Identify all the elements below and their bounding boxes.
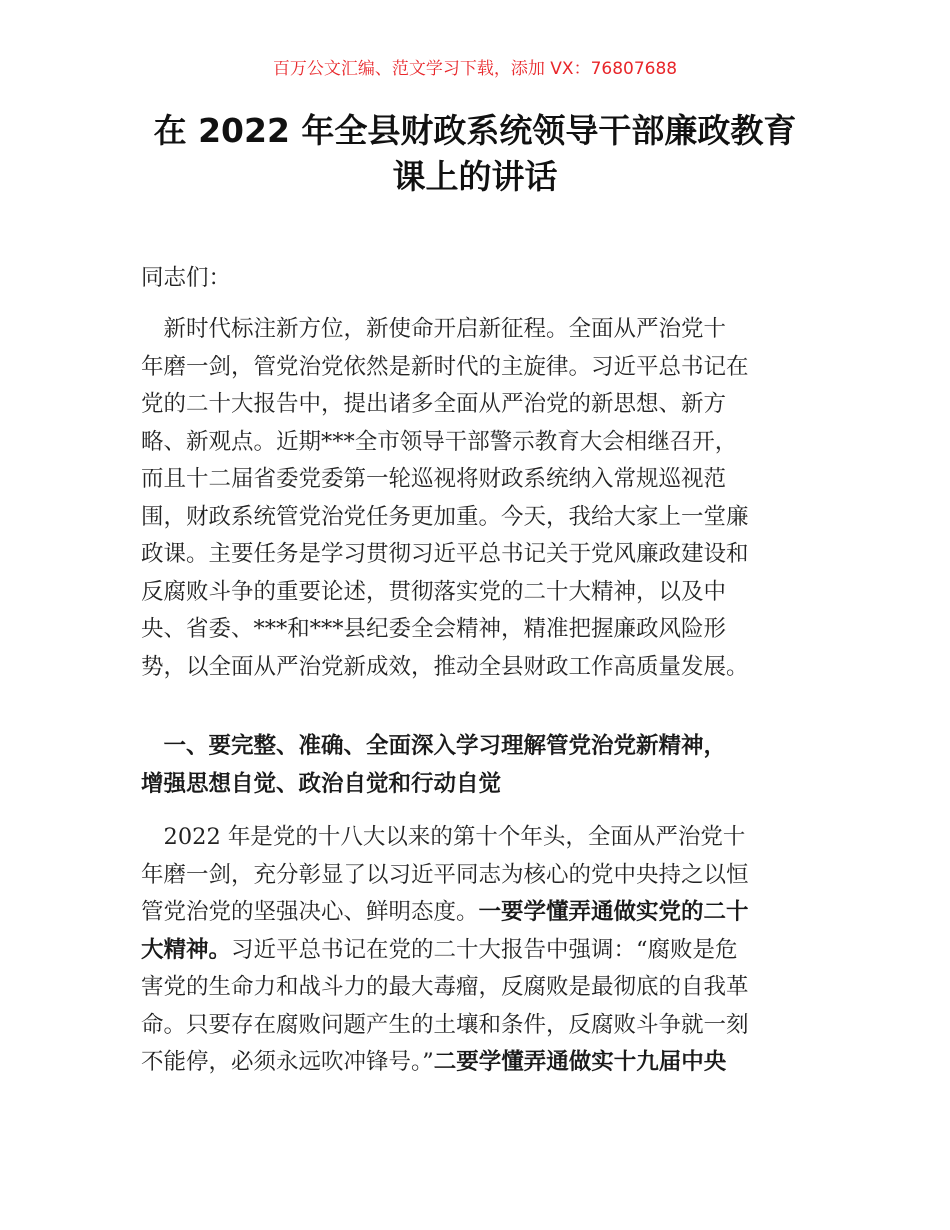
paragraph-line <box>141 894 817 932</box>
greeting <box>141 260 817 298</box>
paragraph-line: 2022 年是党的十八大以来的第十个年头，全面从严治党十 <box>141 824 746 850</box>
heading-line: 一、要完整、准确、全面深入学习理解管党治党新精神， <box>141 733 727 759</box>
paragraph-line: 新时代标注新方位，新使命开启新征程。全面从严治党十 <box>141 316 727 342</box>
paragraph-line: 略、新观点。近期***全市领导干部警示教育大会相继召开， <box>141 428 738 455</box>
paragraph-line: 命。只要存在腐败问题产生的土壤和条件，反腐败斗争就一刻 <box>141 1011 749 1038</box>
paragraph-line: 势，以全面从严治党新成效，推动全县财政工作高质量发展。 <box>141 653 749 680</box>
plain-run: 管党治党的坚强决心、鲜明态度。 <box>141 899 479 925</box>
paragraph-line: 反腐败斗争的重要论述，贯彻落实党的二十大精神，以及中 <box>141 578 727 605</box>
document-title <box>100 108 850 200</box>
paragraph-line <box>141 1044 817 1082</box>
heading-line: 增强思想自觉、政治自觉和行动自觉 <box>141 770 502 797</box>
bold-run: 一要学懂弄通做实党的二十 <box>478 899 749 925</box>
section-heading-1 <box>141 728 817 803</box>
paragraph-line: 央、省委、***和***县纪委全会精神，精准把握廉政风险形 <box>141 616 727 642</box>
title-line-1: 在 2022 年全县财政系统领导干部廉政教育 <box>153 111 797 150</box>
plain-run: 习近平总书记在党的二十大报告中强调：“腐败是危 <box>231 936 738 963</box>
paragraph-line: 而且十二届省委党委第一轮巡视将财政系统纳入常规巡视范 <box>141 466 727 492</box>
paragraph-line: 政课。主要任务是学习贯彻习近平总书记关于党风廉政建设和 <box>141 541 749 567</box>
title-line-2: 课上的讲话 <box>392 157 558 196</box>
paragraph-line: 年磨一剑，充分彰显了以习近平同志为核心的党中央持之以恒 <box>141 861 749 888</box>
paragraph-line: 年磨一剑，管党治党依然是新时代的主旋律。习近平总书记在 <box>141 353 749 380</box>
promo-banner: 百万公文汇编、范文学习下载，添加 VX：76807688 <box>272 59 678 79</box>
plain-run: 不能停，必须永远吹冲锋号。” <box>141 1049 434 1075</box>
paragraph-line: 围，财政系统管党治党任务更加重。今天，我给大家上一堂廉 <box>141 503 749 530</box>
paragraph-line: 害党的生命力和战斗力的最大毒瘤，反腐败是最彻底的自我革 <box>141 974 749 1000</box>
paragraph-intro <box>141 311 817 686</box>
paragraph-line: 党的二十大报告中，提出诸多全面从严治党的新思想、新方 <box>141 391 727 417</box>
bold-run: 二要学懂弄通做实十九届中央 <box>433 1049 727 1075</box>
greeting-text: 同志们： <box>141 265 232 291</box>
paragraph-section-1 <box>141 819 817 1082</box>
bold-run: 大精神。 <box>141 936 232 963</box>
paragraph-line <box>141 932 817 970</box>
